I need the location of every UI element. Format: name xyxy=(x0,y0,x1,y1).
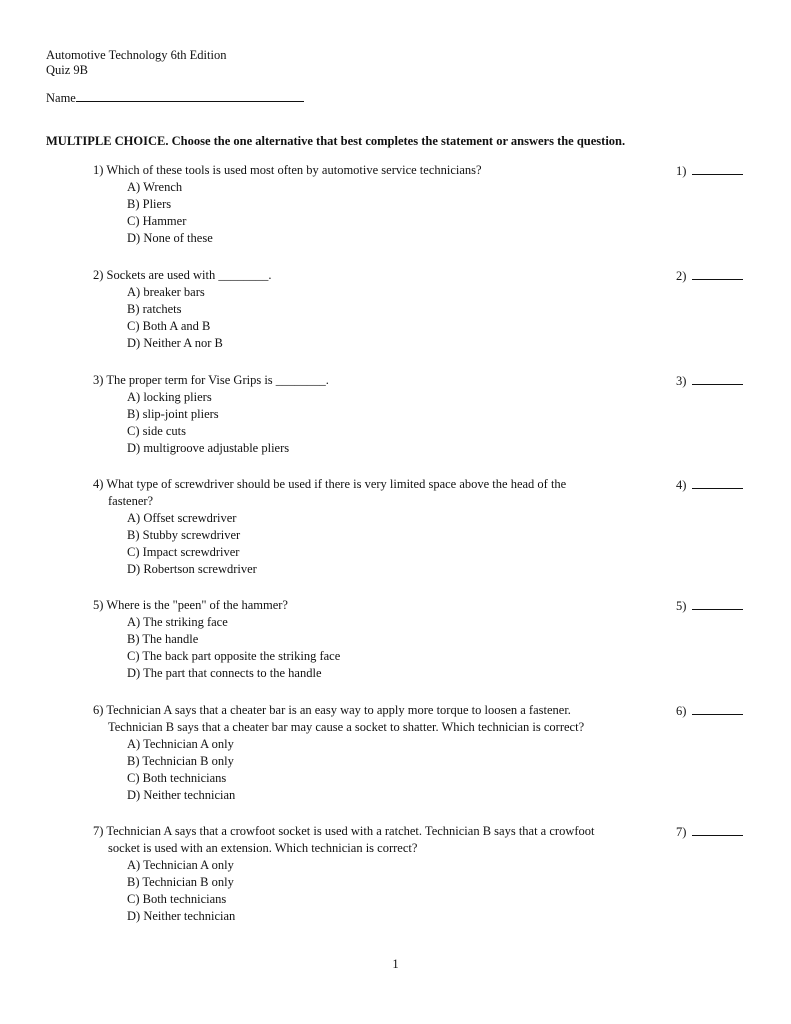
answer-blank[interactable] xyxy=(692,597,743,610)
question-7 xyxy=(93,823,753,925)
answer-slot[interactable] xyxy=(676,597,743,615)
answer-option[interactable]: D) The part that connects to the handle xyxy=(127,666,322,680)
answer-option[interactable]: B) Technician B only xyxy=(127,754,234,768)
question-3 xyxy=(93,372,753,457)
answer-number: 6) xyxy=(676,704,687,718)
answer-option[interactable]: B) Technician B only xyxy=(127,875,234,889)
question-number: 4) xyxy=(93,477,104,491)
stem-line: Technician B says that a cheater bar may cause a socket to shatter. Which technician is correct? xyxy=(108,720,585,734)
answer-option[interactable]: A) breaker bars xyxy=(127,285,205,299)
question-number: 2) xyxy=(93,268,104,282)
answer-number: 2) xyxy=(676,269,687,283)
instructions: MULTIPLE CHOICE. Choose the one alternative that best completes the statement or answers the question. xyxy=(46,134,626,148)
question-stem xyxy=(93,162,653,179)
answer-option[interactable]: C) Both A and B xyxy=(127,319,211,333)
answer-number: 1) xyxy=(676,164,687,178)
question-stem xyxy=(93,267,653,284)
question-number: 3) xyxy=(93,373,104,387)
answer-option[interactable]: C) side cuts xyxy=(127,424,187,438)
page-number: 1 xyxy=(392,957,399,971)
answer-option[interactable]: A) Wrench xyxy=(127,180,183,194)
answer-blank[interactable] xyxy=(692,267,743,280)
answer-blank[interactable] xyxy=(692,702,743,715)
answer-option[interactable]: B) Stubby screwdriver xyxy=(127,528,241,542)
answer-slot[interactable] xyxy=(676,162,743,180)
answer-option[interactable]: C) The back part opposite the striking face xyxy=(127,649,341,663)
question-stem xyxy=(93,823,653,857)
question-5 xyxy=(93,597,753,682)
course-title: Automotive Technology 6th Edition xyxy=(46,48,227,62)
stem-line: Where is the "peen" of the hammer? xyxy=(106,598,288,612)
answer-option[interactable]: A) Technician A only xyxy=(127,737,234,751)
answer-option[interactable]: C) Both technicians xyxy=(127,892,227,906)
answer-option[interactable]: A) Technician A only xyxy=(127,858,234,872)
question-number: 6) xyxy=(93,703,104,717)
answer-option[interactable]: A) Offset screwdriver xyxy=(127,511,237,525)
question-stem xyxy=(93,476,653,510)
answer-number: 3) xyxy=(676,374,687,388)
answer-option[interactable]: D) Neither technician xyxy=(127,909,236,923)
answer-number: 7) xyxy=(676,825,687,839)
stem-line: Technician A says that a crowfoot socket is used with a ratchet. Technician B says that a crowfoot xyxy=(106,824,595,838)
name-field[interactable] xyxy=(46,90,304,106)
answer-number: 4) xyxy=(676,478,687,492)
answer-blank[interactable] xyxy=(692,823,743,836)
answer-option[interactable]: C) Both technicians xyxy=(127,771,227,785)
stem-line: Which of these tools is used most often by automotive service technicians? xyxy=(106,163,482,177)
question-6 xyxy=(93,702,753,804)
answer-slot[interactable] xyxy=(676,476,743,494)
answer-blank[interactable] xyxy=(692,372,743,385)
question-1 xyxy=(93,162,753,247)
question-number: 1) xyxy=(93,163,104,177)
answer-option[interactable]: D) Neither A nor B xyxy=(127,336,223,350)
answer-blank[interactable] xyxy=(692,476,743,489)
answer-blank[interactable] xyxy=(692,162,743,175)
quiz-title: Quiz 9B xyxy=(46,63,89,77)
question-stem xyxy=(93,372,653,389)
stem-line: The proper term for Vise Grips is ________. xyxy=(106,373,329,387)
answer-option[interactable]: B) Pliers xyxy=(127,197,172,211)
answer-option[interactable]: D) Robertson screwdriver xyxy=(127,562,257,576)
answer-option[interactable]: B) slip-joint pliers xyxy=(127,407,219,421)
question-2 xyxy=(93,267,753,352)
stem-line: fastener? xyxy=(108,494,154,508)
question-number: 7) xyxy=(93,824,104,838)
question-stem xyxy=(93,702,653,736)
answer-option[interactable]: A) The striking face xyxy=(127,615,228,629)
answer-slot[interactable] xyxy=(676,267,743,285)
question-4 xyxy=(93,476,753,578)
stem-line: Sockets are used with ________. xyxy=(106,268,272,282)
answer-slot[interactable] xyxy=(676,702,743,720)
answer-option[interactable]: B) The handle xyxy=(127,632,199,646)
stem-line: Technician A says that a cheater bar is an easy way to apply more torque to loosen a fastener. xyxy=(106,703,571,717)
answer-option[interactable]: D) Neither technician xyxy=(127,788,236,802)
answer-option[interactable]: B) ratchets xyxy=(127,302,182,316)
answer-slot[interactable] xyxy=(676,823,743,841)
answer-number: 5) xyxy=(676,599,687,613)
answer-option[interactable]: A) locking pliers xyxy=(127,390,212,404)
question-stem xyxy=(93,597,653,614)
question-number: 5) xyxy=(93,598,104,612)
stem-line: What type of screwdriver should be used if there is very limited space above the head of the xyxy=(106,477,567,491)
answer-slot[interactable] xyxy=(676,372,743,390)
answer-option[interactable]: C) Hammer xyxy=(127,214,187,228)
name-blank[interactable] xyxy=(76,90,304,102)
answer-option[interactable]: C) Impact screwdriver xyxy=(127,545,240,559)
answer-option[interactable]: D) multigroove adjustable pliers xyxy=(127,441,290,455)
name-label: Name xyxy=(46,91,76,105)
stem-line: socket is used with an extension. Which technician is correct? xyxy=(108,841,418,855)
answer-option[interactable]: D) None of these xyxy=(127,231,213,245)
